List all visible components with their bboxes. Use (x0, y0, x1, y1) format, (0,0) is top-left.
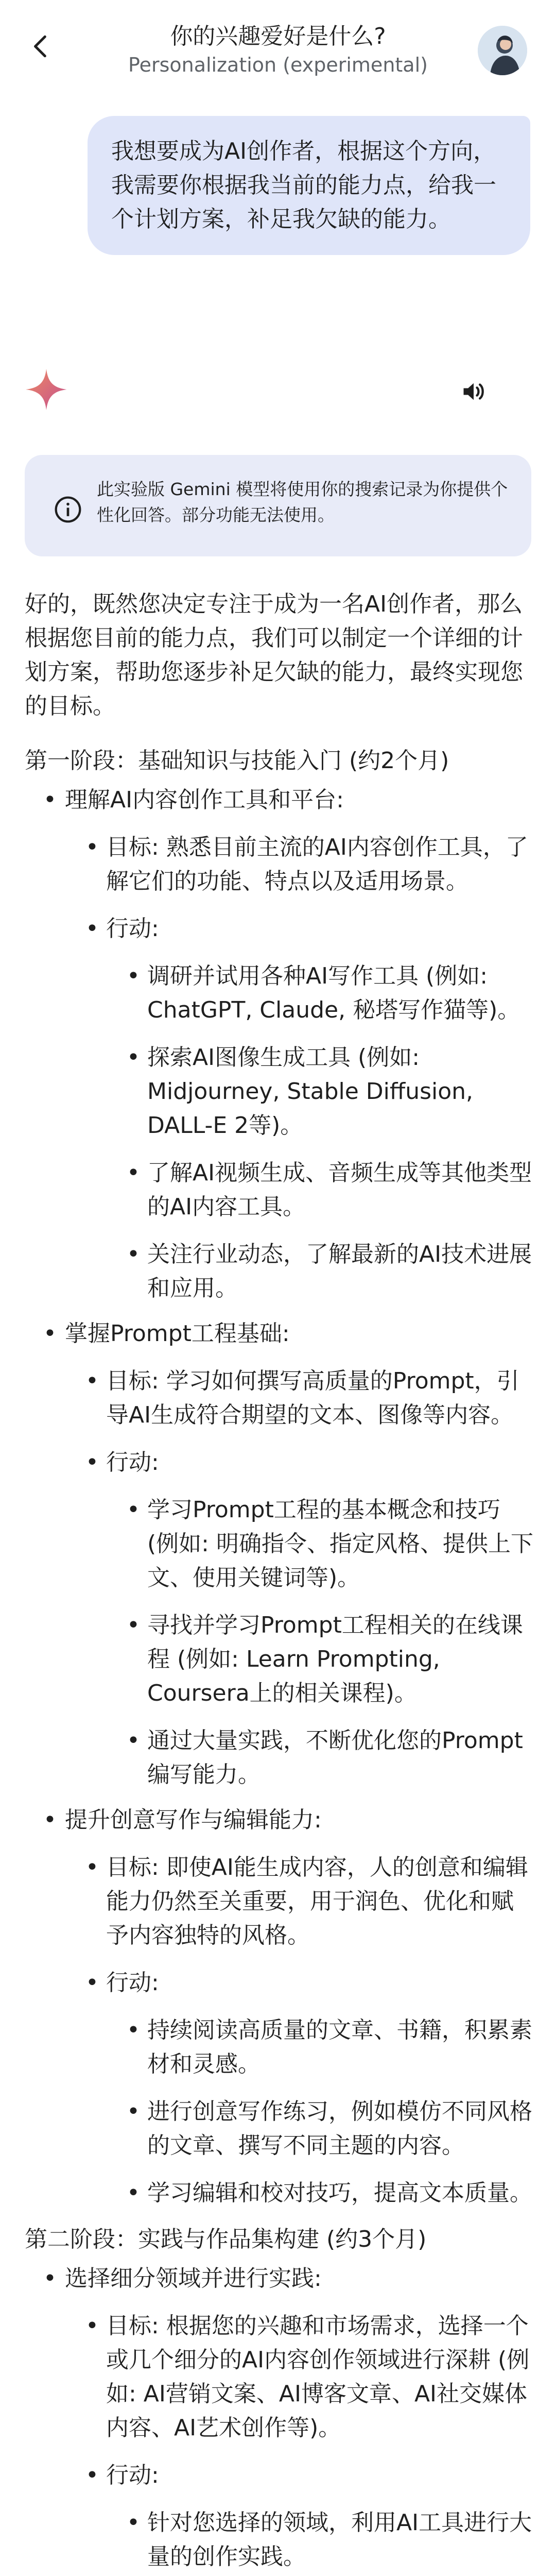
action-detail: • 寻找并学习Prompt工程相关的在线课程 (例如: Learn Prompting, Coursera上的相关课程)。 (147, 1608, 534, 1710)
item-label: 掌握Prompt工程基础: (65, 1320, 290, 1347)
action-label: 行动: (106, 1449, 159, 1476)
top-app-bar (0, 0, 556, 93)
goal-item: • 目标: 即使AI能生成内容，人的创意和编辑能力仍然至关重要，用于润色、优化和赋予内容独特的风格。 (106, 1851, 534, 1953)
action-detail: • 调研并试用各种AI写作工具 (例如: ChatGPT, Claude, 秘塔写作猫等)。 (147, 959, 534, 1027)
goal-item: • 目标: 根据您的兴趣和市场需求，选择一个或几个细分的AI内容创作领域进行深耕 (例如: AI营销文案、AI博客文章、AI社交媒体内容、AI艺术创作等)。 (106, 2309, 534, 2445)
action-item (106, 2459, 534, 2576)
item-label: 选择细分领域并进行实践: (65, 2265, 322, 2292)
action-detail: • 探索AI图像生成工具 (例如: Midjourney, Stable Diffusion, DALL-E 2等)。 (147, 1041, 534, 1143)
speaker-icon (460, 378, 487, 405)
action-item (106, 1446, 534, 1792)
action-detail: • 学习编辑和校对技巧，提高文本质量。 (147, 2176, 534, 2210)
list-item (65, 2262, 534, 2576)
read-aloud-button[interactable] (453, 374, 494, 410)
list-item (65, 783, 534, 1306)
gemini-sparkle-icon (21, 364, 72, 415)
list-item (65, 1803, 534, 2210)
action-detail: • 通过大量实践，不断优化您的Prompt编写能力。 (147, 1724, 534, 1792)
user-message-bubble: 我想要成为AI创作者，根据这个方向，我需要你根据我当前的能力点，给我一个计划方案，补足我欠缺的能力。 (88, 116, 530, 255)
model-response (25, 587, 534, 2576)
action-detail: • 了解AI视频生成、音频生成等其他类型的AI内容工具。 (147, 1156, 534, 1224)
action-detail: • 进行创意写作练习，例如模仿不同风格的文章、撰写不同主题的内容。 (147, 2095, 534, 2163)
user-avatar[interactable] (478, 26, 527, 75)
info-icon (54, 495, 82, 524)
list-item (65, 1317, 534, 1792)
personalization-notice (25, 455, 531, 556)
item-label: 理解AI内容创作工具和平台: (65, 787, 344, 813)
action-label: 行动: (106, 1970, 159, 1996)
item-label: 提升创意写作与编辑能力: (65, 1807, 322, 1833)
phase-1-list (25, 783, 534, 2210)
phase-1-heading: 第一阶段：基础知识与技能入门 (约2个月) (25, 748, 449, 774)
conversation-title[interactable]: 你的兴趣爱好是什么? (170, 23, 386, 49)
conversation-subtitle: Personalization (experimental) (128, 54, 428, 76)
action-detail: • 持续阅读高质量的文章、书籍，积累素材和灵感。 (147, 2013, 534, 2081)
action-item (106, 1966, 534, 2210)
notice-text: 此实验版 Gemini 模型将使用你的搜索记录为你提供个性化回答。部分功能无法使用。 (97, 479, 508, 525)
phase-2-heading: 第二阶段：实践与作品集构建 (约3个月) (25, 2226, 427, 2252)
phase-2-list (25, 2262, 534, 2576)
action-detail: • 针对您选择的领域，利用AI工具进行大量的创作实践。 (147, 2506, 534, 2574)
response-intro: 好的，既然您决定专注于成为一名AI创作者，那么根据您目前的能力点，我们可以制定一个详细的计划方案，帮助您逐步补足欠缺的能力，最终实现您的目标。 (25, 591, 523, 719)
avatar-icon (478, 26, 527, 75)
action-label: 行动: (106, 916, 159, 942)
action-detail: • 学习Prompt工程的基本概念和技巧 (例如: 明确指令、指定风格、提供上下文、使用关键词等)。 (147, 1493, 534, 1595)
action-detail: • 关注行业动态，了解最新的AI技术进展和应用。 (147, 1238, 534, 1306)
goal-item: • 目标: 熟悉目前主流的AI内容创作工具，了解它们的功能、特点以及适用场景。 (106, 831, 534, 899)
goal-item: • 目标: 学习如何撰写高质量的Prompt，引导AI生成符合期望的文本、图像等内容。 (106, 1364, 534, 1432)
action-item (106, 912, 534, 1306)
action-label: 行动: (106, 2462, 159, 2488)
